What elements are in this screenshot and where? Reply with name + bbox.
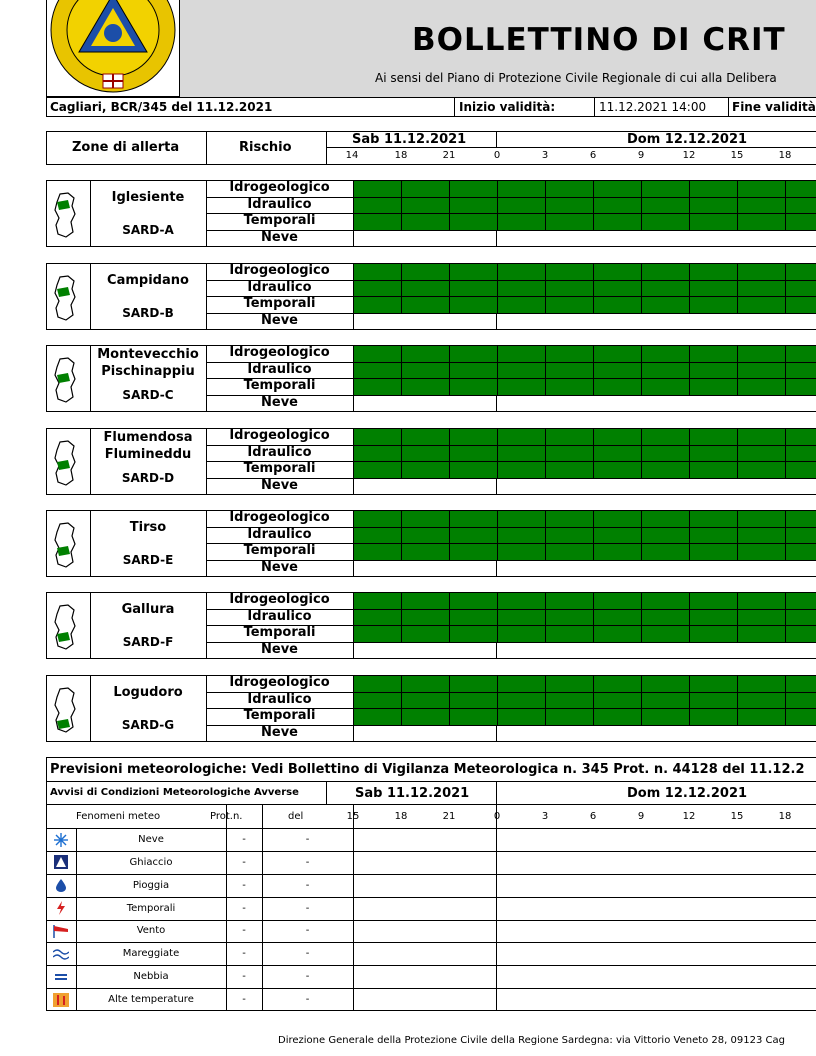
meteo-section — [46, 757, 816, 1011]
meteo-phenomenon-label: Nebbia — [133, 971, 169, 983]
zone-code: SARD-C — [122, 388, 174, 402]
meteo-del-value: - — [305, 856, 310, 868]
risk-label-temporali: Temporali — [243, 543, 316, 558]
meteo-hour-label: 21 — [442, 811, 456, 822]
zone-name: Tirso — [129, 520, 167, 535]
zone-code: SARD-B — [122, 306, 174, 320]
risk-label-idraulico: Idraulico — [247, 196, 312, 212]
risk-label-neve: Neve — [261, 229, 298, 245]
risk-label-neve: Neve — [261, 641, 298, 657]
day1-header: Sab 11.12.2021 — [352, 132, 467, 147]
start-validity-label: Inizio validità: — [459, 100, 556, 114]
meteo-day1-header: Sab 11.12.2021 — [355, 786, 470, 801]
alert-level-green — [353, 592, 816, 642]
risk-label-idraulico: Idraulico — [247, 279, 312, 295]
bulletin-reference: Cagliari, BCR/345 del 11.12.2021 — [50, 100, 273, 114]
zone-code: SARD-G — [121, 718, 175, 732]
zone-name: Montevecchio — [97, 347, 199, 362]
meteo-prot-value: - — [242, 994, 246, 1006]
meteo-phenomenon-label: Pioggia — [132, 879, 170, 891]
hour-label: 21 — [442, 150, 456, 161]
meteo-del-value: - — [305, 925, 310, 937]
risk-label-idrogeologico: Idrogeologico — [229, 263, 330, 278]
regione-sardegna-logo — [46, 0, 180, 97]
meteo-del-value: - — [305, 994, 310, 1006]
lightning-icon — [48, 900, 74, 917]
hour-label: 18 — [394, 150, 408, 161]
thermometer-icon — [48, 991, 74, 1008]
risk-label-idraulico: Idraulico — [247, 608, 312, 624]
risk-label-neve: Neve — [261, 724, 298, 740]
zone-name: Gallura — [121, 602, 175, 617]
windsock-icon — [48, 923, 74, 940]
hour-label: 15 — [730, 150, 744, 161]
sardinia-map-icon — [52, 440, 78, 486]
meteo-prot-value: - — [242, 902, 246, 914]
hour-label: 12 — [682, 150, 696, 161]
bulletin-subtitle: Ai sensi del Piano di Protezione Civile Regionale di cui alla Delibera — [375, 71, 777, 85]
civil-protection-emblem-icon — [47, 0, 179, 96]
risk-label-temporali: Temporali — [243, 461, 316, 476]
meteo-prot-value: - — [242, 856, 246, 868]
hour-label: 0 — [493, 150, 501, 161]
risk-label-idraulico: Idraulico — [247, 691, 312, 707]
zone-name: Campidano — [107, 273, 189, 288]
risk-label-neve: Neve — [261, 477, 298, 493]
meteo-phenomenon-label: Vento — [136, 925, 166, 937]
risk-label-temporali: Temporali — [243, 708, 316, 723]
zone-name: Flumendosa — [103, 430, 193, 445]
risk-label-idrogeologico: Idrogeologico — [229, 592, 330, 607]
risk-label-idrogeologico: Idrogeologico — [229, 180, 330, 195]
fog-icon — [48, 968, 74, 985]
meteo-hour-label: 15 — [346, 811, 360, 822]
risk-label-idraulico: Idraulico — [247, 361, 312, 377]
meteo-phenomenon-label: Alte temperature — [108, 994, 194, 1006]
zones-column-header: Zone di allerta — [72, 140, 180, 155]
risk-label-temporali: Temporali — [243, 213, 316, 228]
sardinia-map-icon — [52, 687, 78, 733]
day2-header: Dom 12.12.2021 — [627, 132, 748, 147]
del-column-header: del — [288, 811, 304, 822]
risk-column-header: Rischio — [239, 140, 292, 155]
sardinia-map-icon — [52, 192, 78, 238]
risk-label-temporali: Temporali — [243, 296, 316, 311]
risk-label-idraulico: Idraulico — [247, 444, 312, 460]
meteo-prot-value: - — [242, 925, 246, 937]
risk-label-neve: Neve — [261, 559, 298, 575]
raindrop-icon — [48, 877, 74, 894]
hour-label: 6 — [589, 150, 597, 161]
risk-label-idrogeologico: Idrogeologico — [229, 428, 330, 443]
meteo-hour-label: 12 — [682, 811, 696, 822]
meteo-hour-label: 18 — [394, 811, 408, 822]
meteo-prot-value: - — [242, 833, 246, 845]
zone-name: Logudoro — [113, 685, 183, 700]
zone-name: Iglesiente — [111, 190, 185, 205]
fenomeni-column-header: Fenomeni meteo — [76, 811, 161, 822]
meteo-hour-label: 9 — [637, 811, 645, 822]
risk-label-idrogeologico: Idrogeologico — [229, 345, 330, 360]
meteo-del-value: - — [305, 971, 310, 983]
meteo-hour-label: 18 — [778, 811, 792, 822]
meteo-hour-label: 15 — [730, 811, 744, 822]
meteo-phenomenon-label: Mareggiate — [122, 948, 180, 960]
alert-level-green — [353, 180, 816, 230]
sardinia-map-icon — [52, 522, 78, 568]
prot-column-header: Prot.n. — [210, 811, 243, 822]
hour-label: 9 — [637, 150, 645, 161]
hour-label: 14 — [345, 150, 359, 161]
zone-code: SARD-A — [122, 223, 174, 237]
footer-address: Direzione Generale della Protezione Civile della Regione Sardegna: via Vittorio Veneto 28, 09123 Cag — [278, 1035, 785, 1046]
alert-level-green — [353, 263, 816, 313]
meteo-hour-label: 0 — [493, 811, 501, 822]
risk-label-idrogeologico: Idrogeologico — [229, 510, 330, 525]
alert-level-green — [353, 510, 816, 560]
meteo-phenomenon-label: Temporali — [126, 902, 176, 914]
risk-label-temporali: Temporali — [243, 378, 316, 393]
alert-grid-header — [46, 131, 816, 165]
meteo-del-value: - — [305, 902, 310, 914]
meteo-prot-value: - — [242, 948, 246, 960]
meteo-prot-value: - — [242, 879, 246, 891]
meteo-forecast-title: Previsioni meteorologiche: Vedi Bollettino di Vigilanza Meteorologica n. 345 Prot. n. 44128 del 11.12.2 — [50, 762, 805, 777]
zone-code: SARD-E — [122, 553, 174, 567]
risk-label-temporali: Temporali — [243, 625, 316, 640]
risk-label-neve: Neve — [261, 312, 298, 328]
sardinia-map-icon — [52, 357, 78, 403]
meteo-del-value: - — [305, 948, 310, 960]
meteo-hour-label: 6 — [589, 811, 597, 822]
zone-name-line2: Flumineddu — [104, 447, 192, 462]
meteo-del-value: - — [305, 833, 310, 845]
meteo-phenomenon-label: Ghiaccio — [129, 856, 173, 868]
waves-icon — [48, 945, 74, 962]
meteo-hour-label: 3 — [541, 811, 549, 822]
sardinia-map-icon — [52, 604, 78, 650]
meteo-day2-header: Dom 12.12.2021 — [627, 786, 748, 801]
end-validity-label: Fine validità — [732, 100, 816, 114]
snowflake-icon — [48, 831, 74, 848]
avvisi-label: Avvisi di Condizioni Meteorologiche Avverse — [50, 787, 299, 798]
risk-label-idrogeologico: Idrogeologico — [229, 675, 330, 690]
risk-label-neve: Neve — [261, 394, 298, 410]
meteo-phenomenon-label: Neve — [138, 833, 164, 845]
zone-code: SARD-D — [121, 471, 175, 485]
alert-level-green — [353, 345, 816, 395]
start-validity-value: 11.12.2021 14:00 — [599, 100, 707, 114]
alert-level-green — [353, 675, 816, 725]
risk-label-idraulico: Idraulico — [247, 526, 312, 542]
meteo-del-value: - — [305, 879, 310, 891]
info-row — [46, 97, 816, 117]
hour-label: 18 — [778, 150, 792, 161]
hour-label: 3 — [541, 150, 549, 161]
alert-level-green — [353, 428, 816, 478]
zone-code: SARD-F — [122, 635, 174, 649]
sardinia-map-icon — [52, 275, 78, 321]
bulletin-title: BOLLETTINO DI CRIT — [412, 22, 786, 58]
meteo-prot-value: - — [242, 971, 246, 983]
ice-warning-icon — [48, 854, 74, 871]
zone-name-line2: Pischinappiu — [101, 364, 195, 379]
